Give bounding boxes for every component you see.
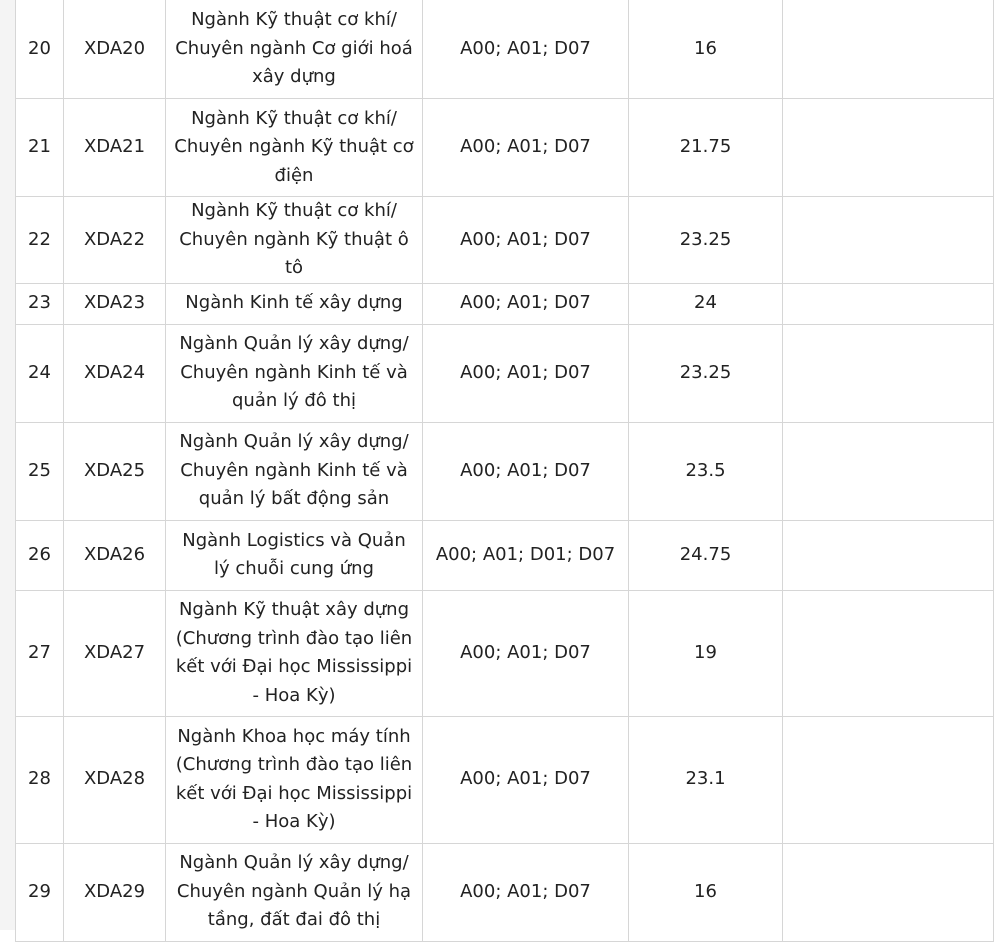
subject-combination-cell: A00; A01; D07: [423, 590, 629, 716]
benchmark-score-cell: 23.1: [629, 716, 783, 843]
subject-combination-cell: A00; A01; D07: [423, 99, 629, 197]
row-number-cell: 21: [16, 99, 64, 197]
benchmark-score-cell: 24: [629, 283, 783, 324]
subject-combination-cell: A00; A01; D07: [423, 324, 629, 422]
row-number-cell: 24: [16, 324, 64, 422]
table-row: [16, 99, 994, 197]
major-name-cell: Ngành Quản lý xây dựng/ Chuyên ngành Quản lý hạ tầng, đất đai đô thị: [166, 843, 423, 941]
table-row: [16, 197, 994, 284]
subject-combination-cell: A00; A01; D07: [423, 716, 629, 843]
note-cell: [783, 283, 994, 324]
major-code-cell: XDA25: [64, 422, 166, 520]
major-code-cell: XDA28: [64, 716, 166, 843]
table-row: [16, 324, 994, 422]
major-code-cell: XDA27: [64, 590, 166, 716]
table-row: [16, 590, 994, 716]
benchmark-score-cell: 24.75: [629, 520, 783, 590]
major-name-cell: Ngành Quản lý xây dựng/ Chuyên ngành Kinh tế và quản lý bất động sản: [166, 422, 423, 520]
note-cell: [783, 422, 994, 520]
row-number-cell: 26: [16, 520, 64, 590]
benchmark-score-cell: 23.25: [629, 197, 783, 284]
note-cell: [783, 520, 994, 590]
table-row: [16, 520, 994, 590]
major-code-cell: XDA26: [64, 520, 166, 590]
major-code-cell: XDA21: [64, 99, 166, 197]
row-number-cell: 29: [16, 843, 64, 941]
row-number-cell: 22: [16, 197, 64, 284]
row-number-cell: 27: [16, 590, 64, 716]
benchmark-score-cell: 19: [629, 590, 783, 716]
table-row: [16, 422, 994, 520]
table-row: [16, 843, 994, 941]
subject-combination-cell: A00; A01; D01; D07: [423, 520, 629, 590]
major-code-cell: XDA29: [64, 843, 166, 941]
benchmark-score-cell: 21.75: [629, 99, 783, 197]
major-name-cell: Ngành Kỹ thuật xây dựng (Chương trình đào tạo liên kết với Đại học Mississippi - Hoa Kỳ): [166, 590, 423, 716]
subject-combination-cell: A00; A01; D07: [423, 197, 629, 284]
note-cell: [783, 0, 994, 99]
major-name-cell: Ngành Kỹ thuật cơ khí/ Chuyên ngành Kỹ thuật cơ điện: [166, 99, 423, 197]
major-code-cell: XDA23: [64, 283, 166, 324]
note-cell: [783, 99, 994, 197]
admission-score-table: [15, 0, 994, 942]
note-cell: [783, 716, 994, 843]
note-cell: [783, 197, 994, 284]
major-name-cell: Ngành Kinh tế xây dựng: [166, 283, 423, 324]
note-cell: [783, 843, 994, 941]
benchmark-score-cell: 23.5: [629, 422, 783, 520]
major-code-cell: XDA22: [64, 197, 166, 284]
benchmark-score-cell: 16: [629, 0, 783, 99]
major-name-cell: Ngành Quản lý xây dựng/ Chuyên ngành Kinh tế và quản lý đô thị: [166, 324, 423, 422]
major-name-cell: Ngành Kỹ thuật cơ khí/ Chuyên ngành Cơ giới hoá xây dựng: [166, 0, 423, 99]
subject-combination-cell: A00; A01; D07: [423, 422, 629, 520]
table-row: [16, 283, 994, 324]
benchmark-score-cell: 16: [629, 843, 783, 941]
row-number-cell: 25: [16, 422, 64, 520]
major-name-cell: Ngành Logistics và Quản lý chuỗi cung ứng: [166, 520, 423, 590]
table-row: [16, 0, 994, 99]
row-number-cell: 28: [16, 716, 64, 843]
major-name-cell: Ngành Khoa học máy tính (Chương trình đào tạo liên kết với Đại học Mississippi - Hoa Kỳ): [166, 716, 423, 843]
row-number-cell: 20: [16, 0, 64, 99]
row-number-cell: 23: [16, 283, 64, 324]
subject-combination-cell: A00; A01; D07: [423, 843, 629, 941]
subject-combination-cell: A00; A01; D07: [423, 283, 629, 324]
table-row: [16, 716, 994, 843]
benchmark-score-cell: 23.25: [629, 324, 783, 422]
major-code-cell: XDA24: [64, 324, 166, 422]
note-cell: [783, 590, 994, 716]
note-cell: [783, 324, 994, 422]
major-name-cell: Ngành Kỹ thuật cơ khí/ Chuyên ngành Kỹ thuật ô tô: [166, 197, 423, 284]
page-left-margin: [0, 0, 16, 930]
subject-combination-cell: A00; A01; D07: [423, 0, 629, 99]
major-code-cell: XDA20: [64, 0, 166, 99]
